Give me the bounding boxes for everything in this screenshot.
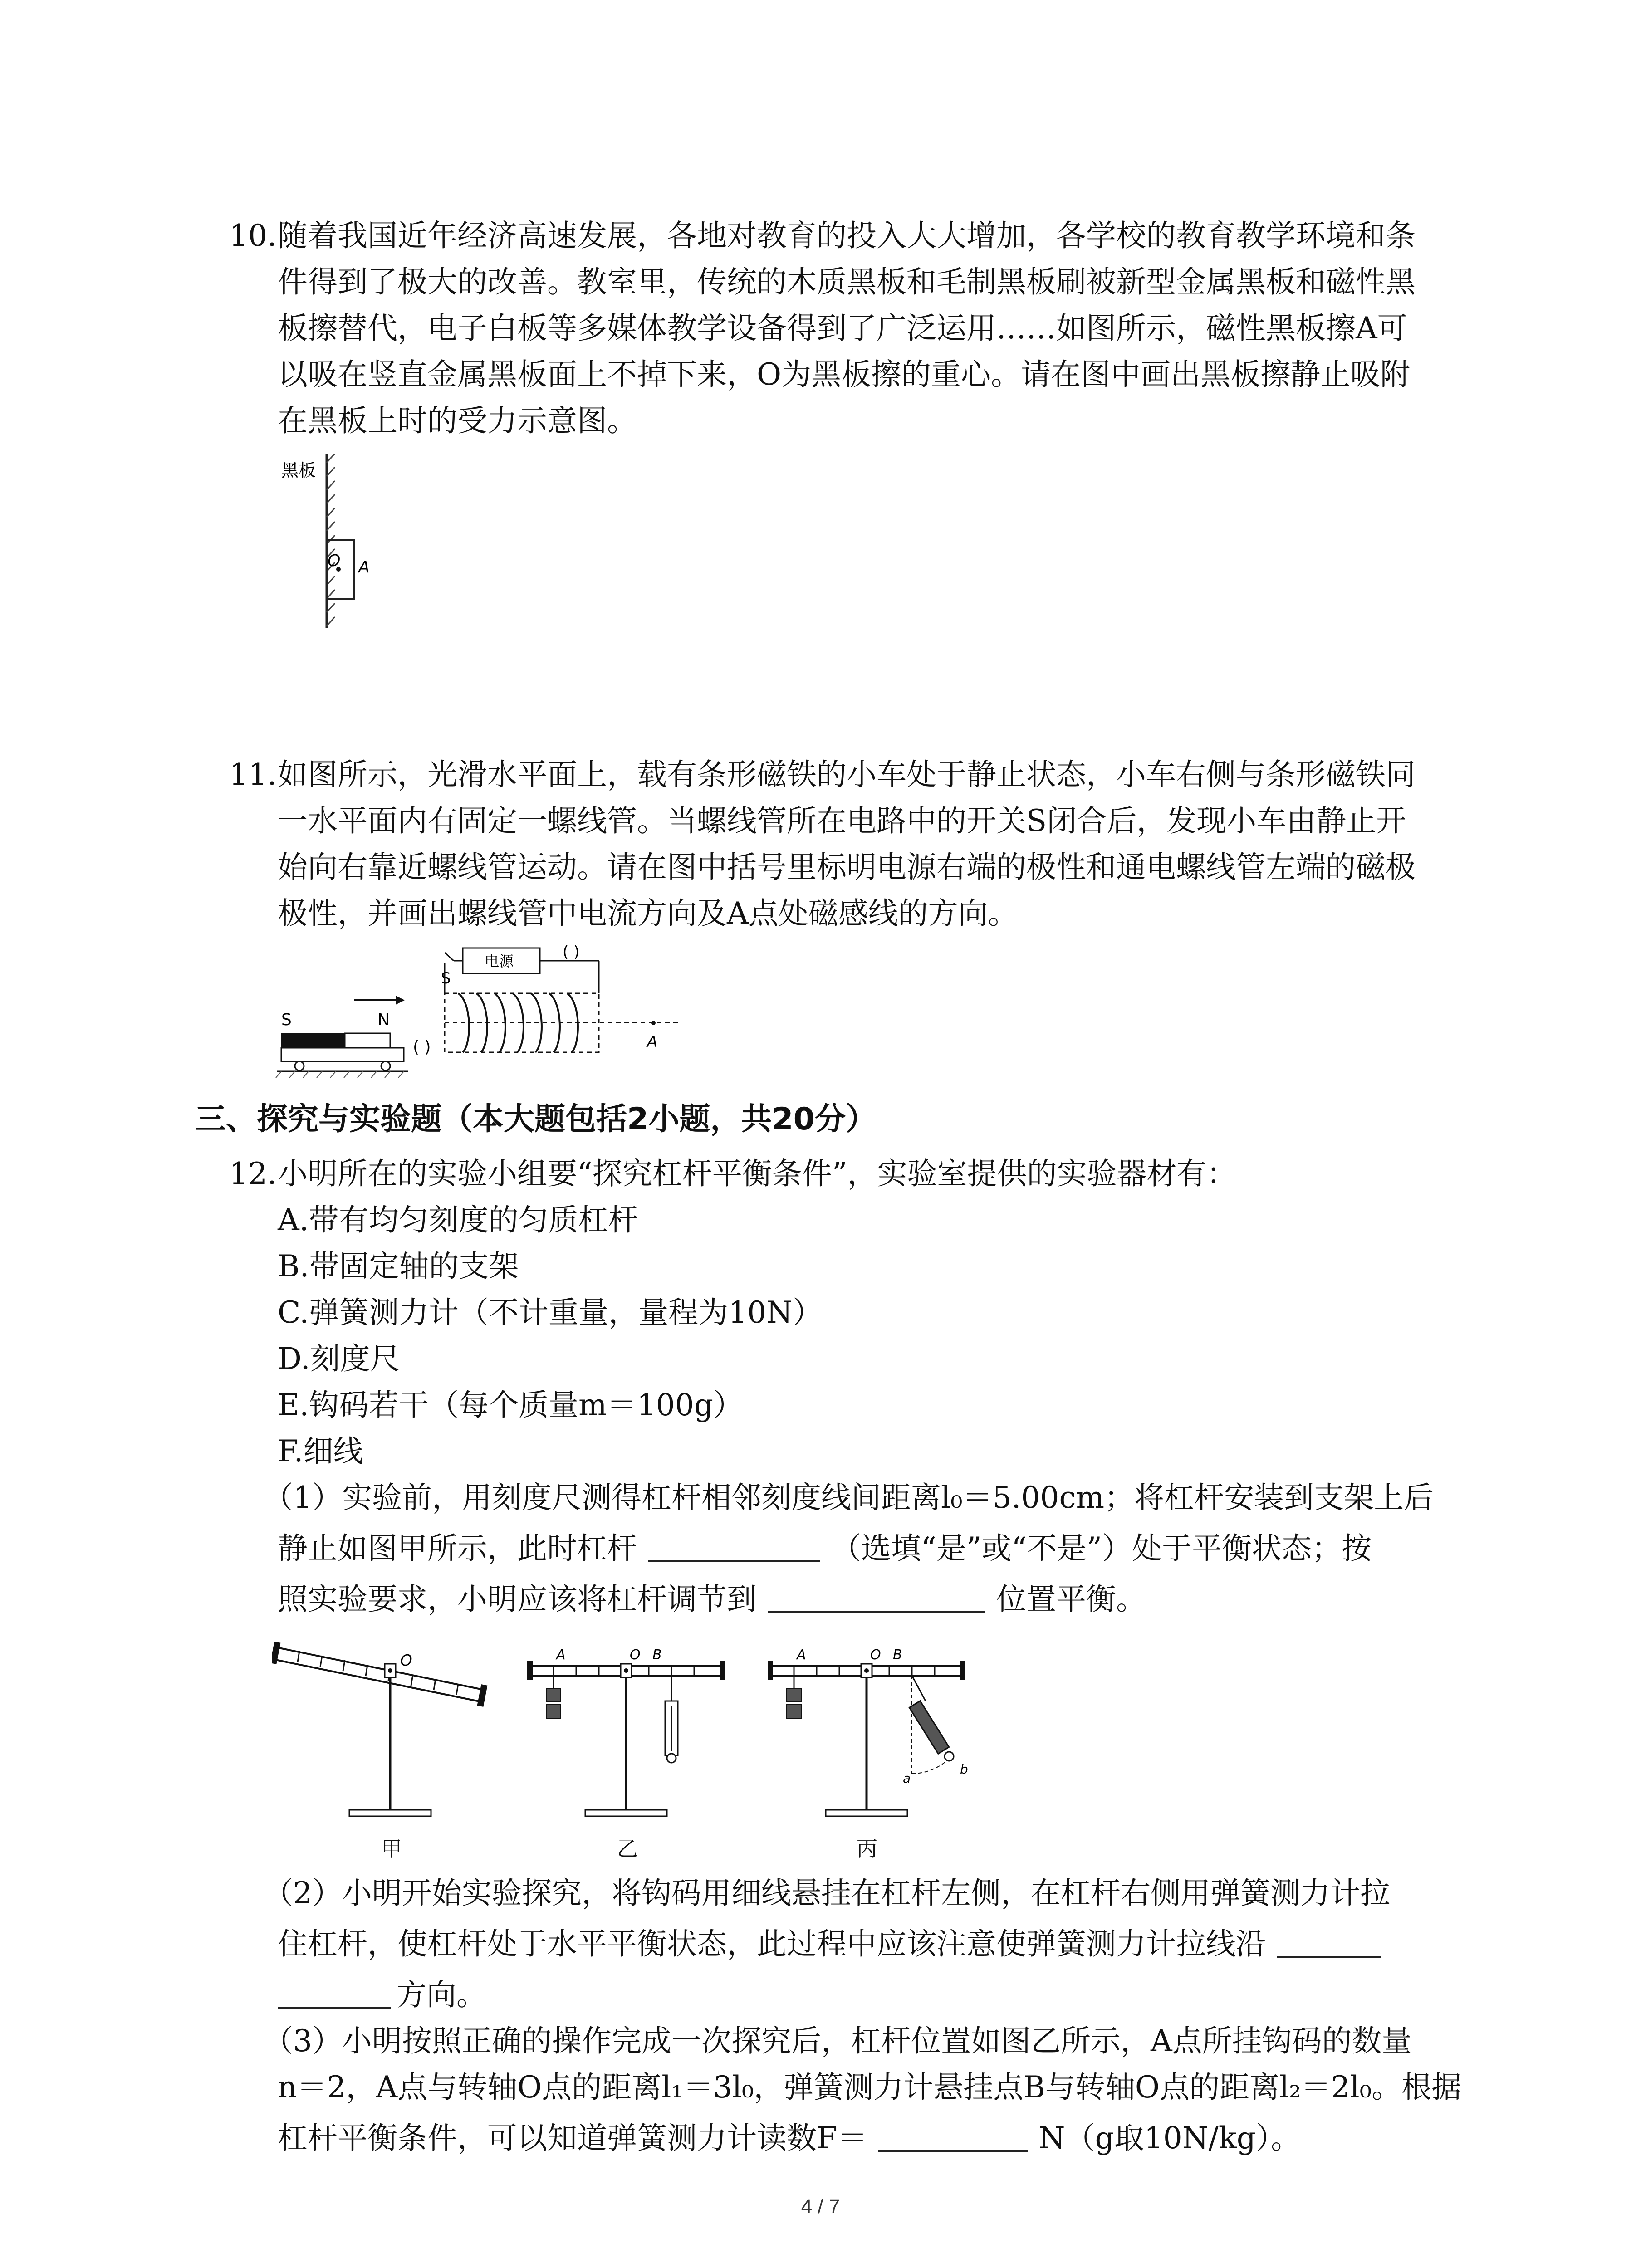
q12-item-e: E.钩码若干（每个质量m＝100g） <box>278 1388 743 1422</box>
direction-b-label: b <box>960 1762 968 1777</box>
lever-figure-bing <box>768 1647 968 1816</box>
lever-figure-yi <box>527 1647 725 1816</box>
magnet-north-half <box>345 1033 390 1048</box>
pivot-label-jia: O <box>400 1652 412 1670</box>
q11-line-2: 一水平面内有固定一螺线管。当螺线管所在电路中的开关S闭合后，发现小车由静止开 <box>278 803 1406 838</box>
q10-line-5: 在黑板上时的受力示意图。 <box>278 403 637 438</box>
q10-line-3: 板擦替代，电子白板等多媒体教学设备得到了广泛运用……如图所示，磁性黑板擦A可 <box>278 311 1407 346</box>
spring-scale-bing <box>909 1701 949 1754</box>
q12-part1-text-a: 静止如图甲所示，此时杠杆 <box>278 1531 637 1566</box>
magnet-s-label: S <box>281 1011 292 1029</box>
q12-part1-line-2 <box>278 1527 1372 1570</box>
q12-part1-text-c: 照实验要求，小明应该将杠杆调节到 <box>278 1582 757 1617</box>
point-b-label-yi: B <box>652 1647 662 1663</box>
power-label: 电源 <box>485 953 514 970</box>
cart-wheel <box>295 1061 304 1070</box>
switch-label: S <box>441 969 451 987</box>
cart-wheel <box>381 1061 390 1070</box>
q12-part3-line-3 <box>278 2116 1301 2160</box>
q10-number: 10. <box>229 218 277 253</box>
eraser-label: A <box>358 558 370 577</box>
hook-weight <box>787 1688 801 1702</box>
cart-body <box>281 1048 404 1061</box>
q12-part2-line-1: （2）小明开始实验探究，将钩码用细线悬挂在杠杆左侧，在杠杆右侧用弹簧测力计拉 <box>263 1876 1390 1911</box>
figure-caption-yi: 乙 <box>617 1837 638 1861</box>
center-label: O <box>328 552 341 570</box>
q12-part3-text-a: 杠杆平衡条件，可以知道弹簧测力计读数F＝ <box>278 2121 867 2156</box>
q12-part1-line-3 <box>278 1578 1146 1621</box>
page-number: 4 / 7 <box>801 2195 840 2218</box>
hook-weight <box>546 1688 561 1702</box>
q11-line-1: 如图所示，光滑水平面上，载有条形磁铁的小车处于静止状态，小车右侧与条形磁铁同 <box>278 757 1416 792</box>
hook-weight <box>546 1705 561 1718</box>
q12-part1-text-b: （选填“是”或“不是”）处于平衡状态；按 <box>831 1531 1372 1566</box>
q12-part2-line-3 <box>278 1973 486 2017</box>
switch-blade <box>445 953 454 961</box>
point-a-label-bing: A <box>797 1647 806 1663</box>
q12-part3-line-2: n＝2，A点与转轴O点的距离l₁＝3l₀，弹簧测力计悬挂点B与转轴O点的距离l₂＝2l₀。根据 <box>278 2070 1462 2105</box>
magnet-solenoid-figure <box>272 943 708 1080</box>
direction-a-label: a <box>903 1771 911 1786</box>
figure-caption-bing: 丙 <box>857 1837 877 1861</box>
q11-number: 11. <box>229 757 277 792</box>
answer-blank-force[interactable] <box>878 2123 1028 2152</box>
section-3-title: 三、探究与实验题（本大题包括2小题，共20分） <box>195 1101 877 1137</box>
magnet-south-half <box>281 1033 345 1048</box>
q10-line-1: 随着我国近年经济高速发展，各地对教育的投入大大增加，各学校的教育教学环境和条 <box>278 218 1416 253</box>
q10-line-4: 以吸在竖直金属黑板面上不掉下来，O为黑板擦的重心。请在图中画出黑板擦静止吸附 <box>278 357 1411 392</box>
point-a-label-yi: A <box>556 1647 566 1663</box>
q12-part1-text-d: 位置平衡。 <box>996 1582 1146 1617</box>
q10-line-2: 件得到了极大的改善。教室里，传统的木质黑板和毛制黑板刷被新型金属黑板和磁性黑 <box>278 264 1416 299</box>
q12-part3-line-1: （3）小明按照正确的操作完成一次探究后，杠杆位置如图乙所示，A点所挂钩码的数量 <box>263 2024 1412 2058</box>
q12-number: 12. <box>229 1156 277 1191</box>
q12-part3-text-b: N（g取10N/kg）。 <box>1038 2121 1301 2156</box>
q12-item-f: F.细线 <box>278 1434 363 1469</box>
lever-figures <box>272 1624 1043 1833</box>
answer-blank-balance[interactable] <box>648 1533 820 1562</box>
hook-weight <box>787 1705 801 1718</box>
pivot-label-bing: O <box>870 1647 881 1663</box>
power-pole-bracket: ( ) <box>563 943 580 961</box>
point-a-label: A <box>647 1033 658 1051</box>
magnet-n-label: N <box>377 1011 390 1029</box>
figure-caption-jia: 甲 <box>381 1837 402 1861</box>
blackboard-label: 黑板 <box>281 460 316 480</box>
answer-blank-direction-1[interactable] <box>1277 1929 1381 1958</box>
q12-intro: 小明所在的实验小组要“探究杠杆平衡条件”，实验室提供的实验器材有： <box>278 1156 1237 1191</box>
q11-line-3: 始向右靠近螺线管运动。请在图中括号里标明电源右端的极性和通电螺线管左端的磁极 <box>278 850 1416 885</box>
point-b-label-bing: B <box>893 1647 902 1663</box>
q12-item-d: D.刻度尺 <box>278 1341 400 1376</box>
lever-figure-jia <box>272 1642 487 1816</box>
blackboard-eraser-figure <box>277 454 381 635</box>
q12-part2-text-a: 住杠杆，使杠杆处于水平平衡状态，此过程中应该注意使弹簧测力计拉线沿 <box>278 1926 1266 1961</box>
pivot-label-yi: O <box>630 1647 641 1663</box>
q12-item-c: C.弹簧测力计（不计重量，量程为10N） <box>278 1295 823 1330</box>
q12-part1-line-1: （1）实验前，用刻度尺测得杠杆相邻刻度线间距离l₀＝5.00cm；将杠杆安装到支架上后 <box>263 1480 1434 1515</box>
point-a-dot <box>651 1021 656 1025</box>
answer-blank-direction-2[interactable] <box>278 1980 391 2009</box>
q12-item-b: B.带固定轴的支架 <box>278 1249 519 1284</box>
answer-blank-position[interactable] <box>768 1584 985 1613</box>
q11-line-4: 极性，并画出螺线管中电流方向及A点处磁感线的方向。 <box>278 896 1018 931</box>
coil-pole-bracket: ( ) <box>413 1038 431 1056</box>
q12-item-a: A.带有均匀刻度的匀质杠杆 <box>278 1202 638 1237</box>
q12-part2-line-2 <box>278 1922 1381 1966</box>
q12-part2-text-b: 方向。 <box>397 1977 486 2012</box>
